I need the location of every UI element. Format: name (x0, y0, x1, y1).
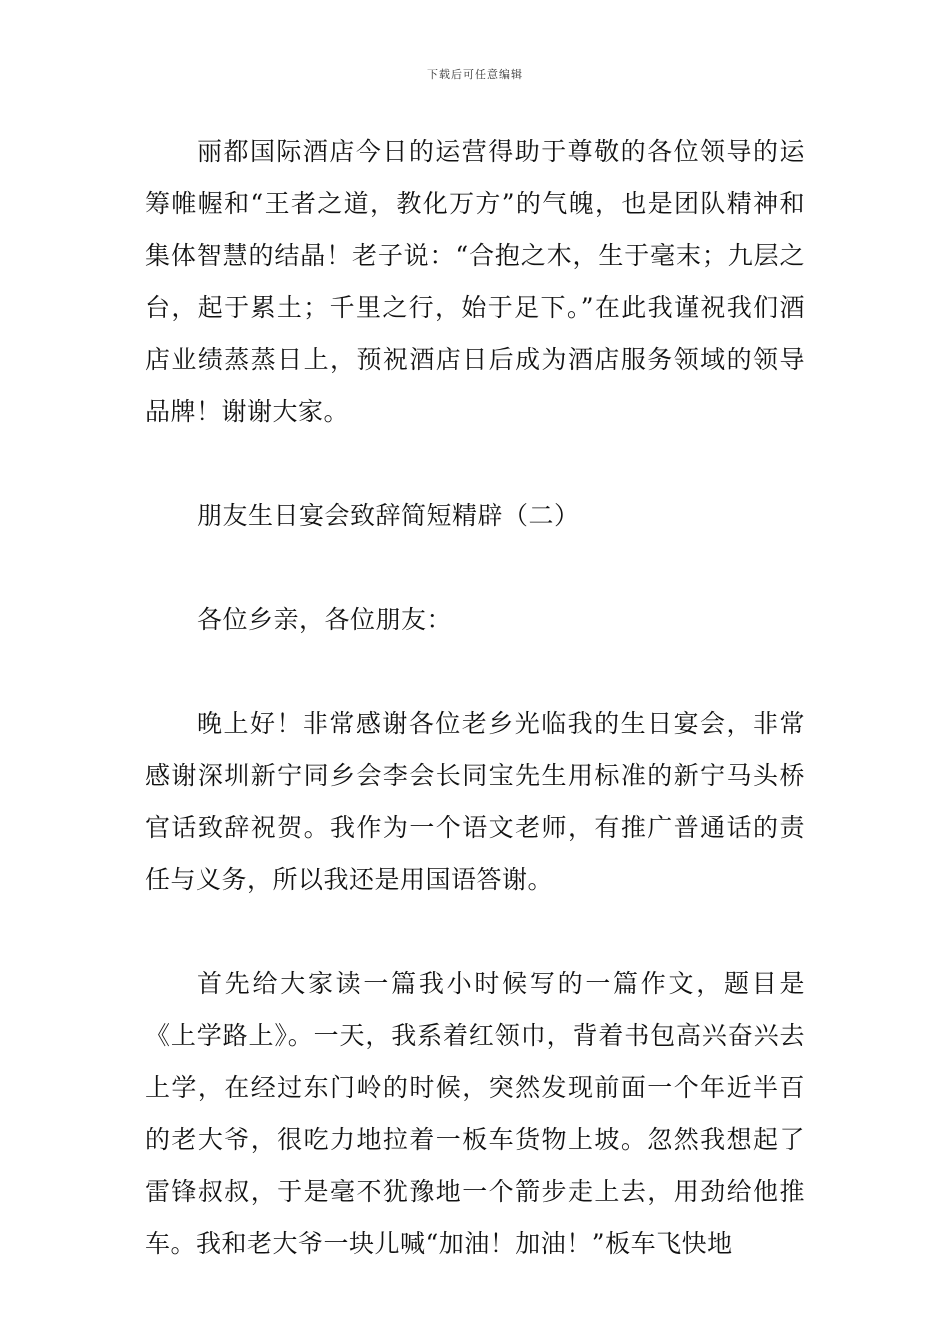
paragraph-gap (145, 906, 805, 958)
paragraph-essay-story: 首先给大家读一篇我小时候写的一篇作文，题目是《上学路上》。一天，我系着红领巾，背着书包高兴奋兴去上学，在经过东门岭的时候，突然发现前面一个年近半百的老大爷，很吃力地拉着一板车货物上坡。忽然我想起了雷锋叔叔，于是毫不犹豫地一个箭步走上去，用劲给他推车。我和老大爷一块儿喊“加油！加油！”板车飞快地 (145, 969, 805, 1258)
paragraph-hotel-speech-ending: 丽都国际酒店今日的运营得助于尊敬的各位领导的运筹帷幄和“王者之道，教化万方”的气魄，也是团队精神和集体智慧的结晶！老子说：“合抱之木，生于毫末；九层之台，起于累土；千里之行，始于足下。”在此我谨祝我们酒店业绩蒸蒸日上，预祝酒店日后成为酒店服务领域的领导品牌！谢谢大家。 (145, 137, 805, 426)
section-title: 朋友生日宴会致辞简短精辟（二） (197, 501, 580, 530)
salutation: 各位乡亲，各位朋友： (197, 605, 453, 634)
paragraph-gap (145, 438, 805, 490)
paragraph-gap (145, 646, 805, 698)
header-note: 下载后可任意编辑 (427, 68, 523, 81)
paragraph-gap (145, 542, 805, 594)
paragraph-greeting: 晚上好！非常感谢各位老乡光临我的生日宴会，非常感谢深圳新宁同乡会李会长同宝先生用标准的新宁马头桥官话致辞祝贺。我作为一个语文老师，有推广普通话的责任与义务，所以我还是用国语答谢。 (145, 709, 805, 894)
document-body (145, 126, 805, 1270)
